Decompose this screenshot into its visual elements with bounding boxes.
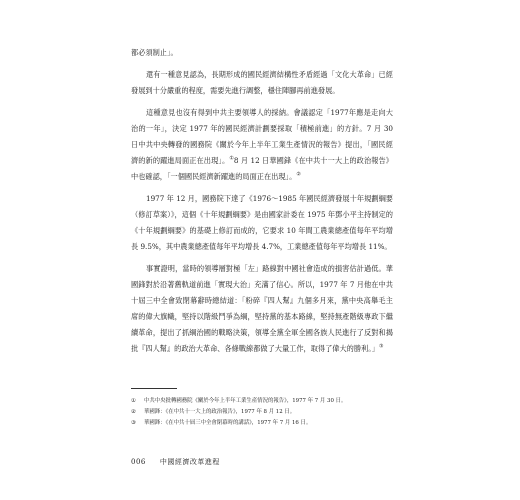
footnote-mark: ③ [131, 420, 136, 426]
footnote [131, 407, 393, 418]
page-number: 006 [131, 458, 146, 466]
body-text [131, 45, 393, 357]
running-title: 中國經濟改革進程 [159, 458, 220, 466]
paragraph: 還有一種意見認為，長期形成的國民經濟結構性矛盾經過「文化大革命」已經發展到十分嚴重的程度，需要先進行調整，穩住陣腳再前進發展。 [131, 70, 393, 95]
footnote-mark: ② [131, 409, 136, 415]
paragraph-text: 這種意見也沒有得到中共主要領導人的採納。會議認定「1977年應是走向大治的一年」，決定 1977 年的國民經濟計劃要採取「積極前進」的方針。7 月 30 日中共中央轉發的國務院《關於今年上半年工業生產情況的報告》提出，「國民經濟的新的躍進局面正在出現」。 [131, 108, 393, 165]
footnotes [131, 396, 393, 429]
paragraph-text: 事實證明，當時的領導層對極「左」路線對中國社會造成的損害估計過低。華國鋒對於沿著舊軌道前進「實現大治」充滿了信心。所以，1977 年 7 月他在中共十屆三中全會致閉幕辭時總結道：「粉碎『四人幫』九個多月來，黨中央高舉毛主席的偉大旗幟，堅持以階級鬥爭為綱，堅持黨的基本路線，堅持無產階級專政下繼續革命，提出了抓綱治國的戰略決策，領導全黨全軍全國各族人民進行了反對和揭批『四人幫』的政治大革命、各條戰線都做了大量工作，取得了偉大的勝利。」 [131, 264, 393, 353]
footnote-ref: ③ [378, 343, 384, 350]
paragraph: 1977 年 12 月，國務院下達了《1976～1985 年國民經濟發展十年規劃綱要（修訂草案）》，這個《十年規劃綱要》是由國家計委在 1975 年鄧小平主持制定的《十年規劃綱要》的基礎上修訂而成的，它要求 10 年間工農業總產值每年平均增長 9.5%，其中農業總產值每年平均增長 4.7%，工業總產值每年平均增長 11%。 [131, 194, 393, 251]
paragraph-continued: 都必須制止」。 [131, 48, 178, 57]
footnote [131, 418, 393, 429]
page-footer [131, 457, 234, 467]
footnote-text: 華國鋒：《在中共十一大上的政治報告》，1977 年 8 月 12 日。 [144, 409, 296, 415]
paragraph-text: 8 月 12 日華國鋒《在中共十一大上的政治報告》中也確認，「一個國民經濟新躍進的局面正在出現」。 [131, 156, 393, 181]
paragraph [131, 261, 393, 357]
footnote-divider [131, 388, 177, 389]
footnote-mark: ① [131, 398, 136, 404]
footnote-ref: ① [229, 155, 234, 162]
footnote-text: 中共中央批轉國務院《關於今年上半年工業生產情況的報告》，1977 年 7 月 30 日。 [144, 398, 347, 404]
footnote [131, 396, 393, 407]
paragraph [131, 105, 393, 185]
footnote-text: 華國鋒：《在中共十屆三中全會閉幕時的講話》，1977 年 7 月 16 日。 [144, 420, 312, 426]
footnote-ref: ② [296, 171, 301, 178]
